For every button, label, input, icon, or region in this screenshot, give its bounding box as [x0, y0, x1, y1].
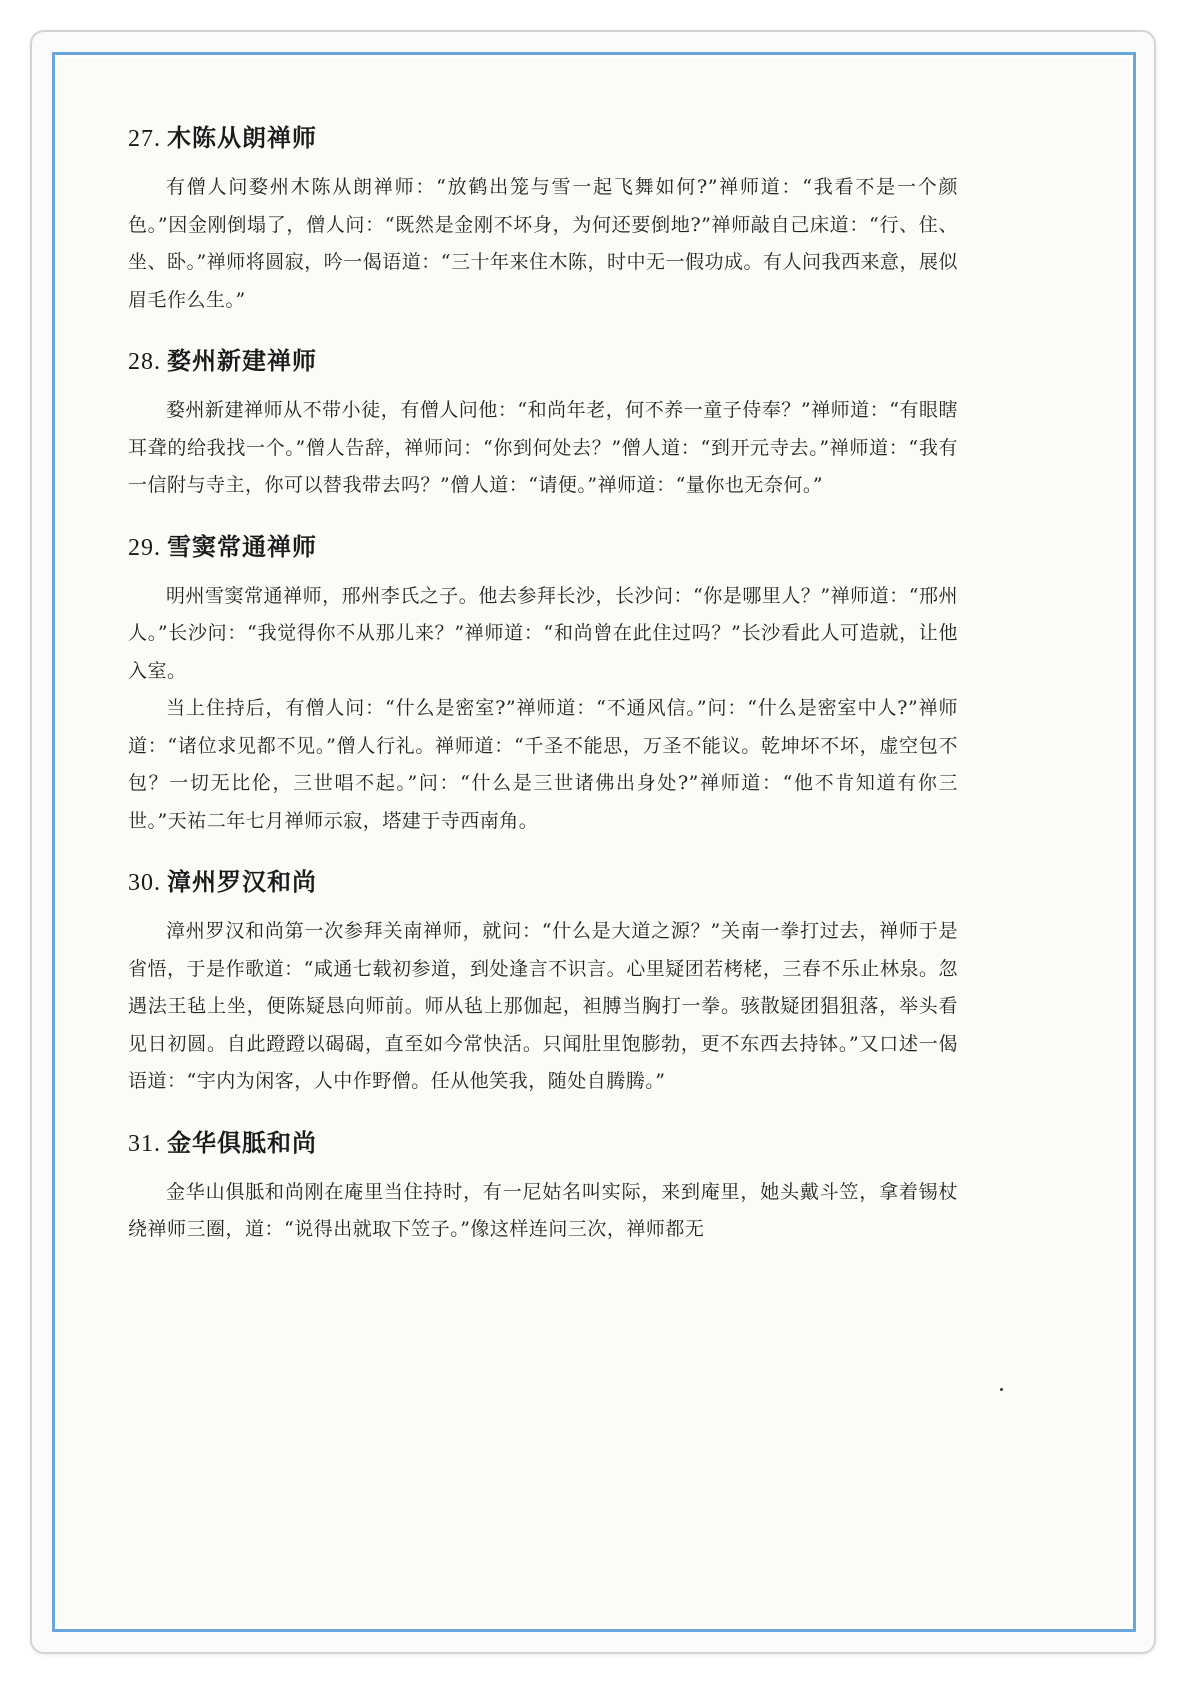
section-paragraph: 有僧人问婺州木陈从朗禅师：“放鹤出笼与雪一起飞舞如何?”禅师道：“我看不是一个颜色。”因金刚倒塌了，僧人问：“既然是金刚不坏身，为何还要倒地?”禅师敲自己床道：“行、住、坐、卧。”禅师将圆寂，吟一偈语道：“三十年来住木陈，时中无一假功成。有人问我西来意，展似眉毛作么生。”: [128, 176, 958, 311]
section-27: [128, 120, 958, 319]
section-number: 30.: [128, 870, 161, 896]
section-heading: [128, 1125, 958, 1162]
section-number: 31.: [128, 1130, 161, 1157]
section-paragraph: 婺州新建禅师从不带小徒，有僧人问他：“和尚年老，何不养一童子侍奉？”禅师道：“有眼瞎耳聋的给我找一个。”僧人告辞，禅师问：“你到何处去？”僧人道：“到开元寺去。”禅师道：“我有一信附与寺主，你可以替我带去吗？”僧人道：“请便。”禅师道：“量你也无奈何。”: [128, 399, 958, 496]
section-title: 婺州新建禅师: [167, 346, 317, 375]
section-number: 29.: [128, 534, 161, 561]
section-paragraph: 明州雪窦常通禅师，邢州李氏之子。他去参拜长沙，长沙问：“你是哪里人？”禅师道：“邢州人。”长沙问：“我觉得你不从那儿来？”禅师道：“和尚曾在此住过吗？”长沙看此人可造就，让他入室。: [128, 584, 958, 682]
section-paragraph: 当上住持后，有僧人问：“什么是密室?”禅师道：“不通风信。”问：“什么是密室中人?”禅师道：“诸位求见都不见。”僧人行礼。禅师道：“千圣不能思，万圣不能议。乾坤坏不坏，虚空包不包？一切无比伦，三世唱不起。”问：“什么是三世诸佛出身处?”禅师道：“他不肯知道有你三世。”天祐二年七月禅师示寂，塔建于寺西南角。: [128, 697, 958, 832]
section-title: 木陈从朗禅师: [167, 123, 317, 152]
scan-speck: [1000, 1388, 1003, 1391]
section-heading: [128, 343, 958, 380]
section-heading: [128, 120, 958, 157]
section-title: 雪窦常通禅师: [167, 531, 317, 561]
document-content: [128, 120, 958, 1273]
section-paragraph: 金华山俱胝和尚刚在庵里当住持时，有一尼姑名叫实际，来到庵里，她头戴斗笠，拿着锡杖绕禅师三圈，道：“说得出就取下笠子。”像这样连问三次，禅师都无: [128, 1180, 958, 1240]
section-29: [128, 529, 958, 841]
section-30: [128, 864, 958, 1101]
section-heading: [128, 529, 958, 566]
section-28: [128, 343, 958, 505]
section-title: 漳州罗汉和尚: [167, 867, 317, 896]
section-paragraph: 漳州罗汉和尚第一次参拜关南禅师，就问：“什么是大道之源？”关南一拳打过去，禅师于是省悟，于是作歌道：“咸通七载初参道，到处逢言不识言。心里疑团若栲栳，三春不乐止林泉。忽遇法王毡上坐，便陈疑恳向师前。师从毡上那伽起，袒膊当胸打一拳。骇散疑团猖狙落，举头看见日初圆。自此蹬蹬以碣碣，直至如今常快活。只闻肚里饱膨勃，更不东西去持钵。”又口述一偈语道：“宇内为闲客，人中作野僧。任从他笑我，随处自腾腾。”: [128, 920, 958, 1092]
section-31: [128, 1125, 958, 1249]
section-number: 28.: [128, 349, 161, 375]
section-number: 27.: [128, 126, 161, 152]
section-heading: [128, 864, 958, 901]
section-title: 金华俱胝和尚: [167, 1127, 317, 1157]
